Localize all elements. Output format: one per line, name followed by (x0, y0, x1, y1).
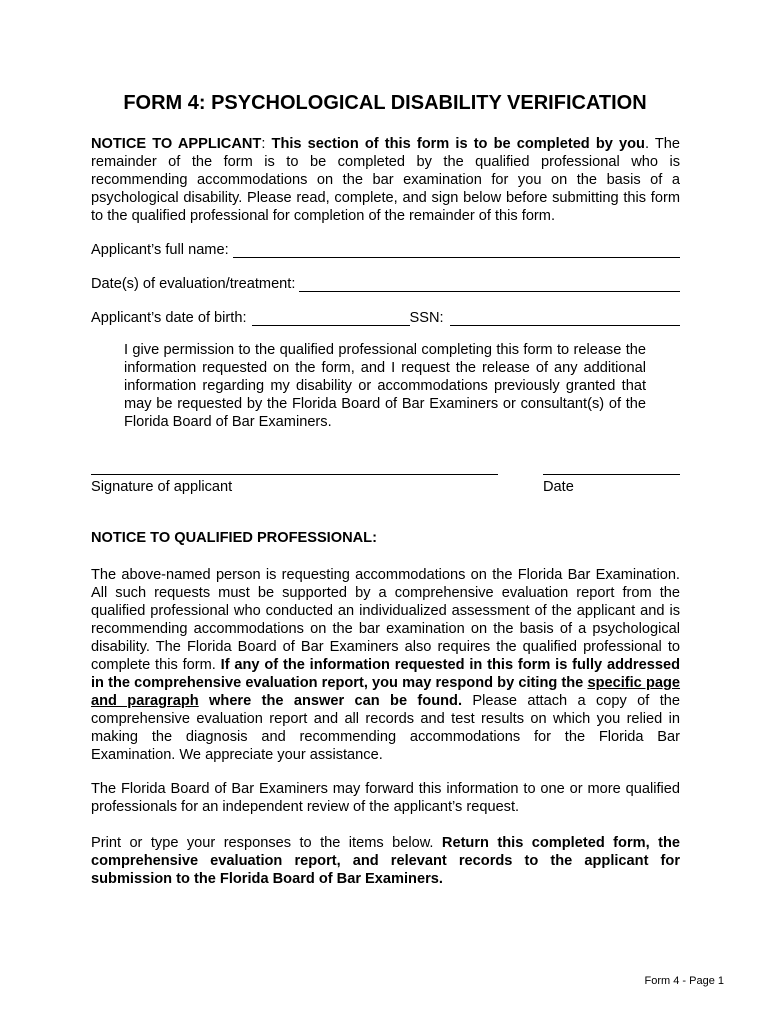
dob-label: Applicant’s date of birth: (91, 310, 247, 326)
professional-bold-1: If any of the information requested in this form is fully addressed in the comprehensive evaluation report, you may respond by citing the (91, 657, 680, 691)
notice-applicant-text: . The remainder of the form is to be completed by the qualified professional who is recommending accommodations on the bar examination for you on the basis of a psychological disability. Please read, complete, and sign below before submitting this form to the qualified professional for completion of the remainder of this form. (91, 136, 681, 224)
ssn-label: SSN: (409, 310, 444, 326)
instructions-bold: Return this completed form, the comprehensive evaluation report, and relevant records to the applicant for submission to the Florida Board of Bar Examiners. (91, 835, 680, 887)
applicant-signature-field[interactable] (91, 474, 498, 475)
professional-bold-2: where the answer can be found. (198, 693, 463, 709)
professional-text-1: The above-named person is requesting accommodations on the Florida Bar Examination. All such requests must be supported by a comprehensive evaluation report from the qualified professional who conducted an individualized assessment of the applicant and is recommending accommodations on the bar examination on the basis of a psychological disability. The Florida Board of Bar Examiners also requires the qualified professional to complete this form. (91, 567, 680, 673)
permission-statement: I give permission to the qualified professional completing this form to release the information requested on the form, and I request the release of any additional information regarding my disability or accommodations previously granted that may be requested by the Florida Board of Bar Examiners or consultant(s) of the Florida Board of Bar Examiners. (124, 342, 646, 430)
instructions-paragraph (91, 834, 680, 888)
signature-label: Signature of applicant (91, 479, 233, 495)
notice-applicant-label: NOTICE TO APPLICANT (91, 136, 262, 152)
dob-ssn-row (91, 306, 680, 326)
full-name-field[interactable] (233, 243, 680, 258)
notice-applicant-bold: This section of this form is to be completed by you (271, 136, 645, 152)
forward-paragraph: The Florida Board of Bar Examiners may forward this information to one or more qualified professionals for an independent review of the applicant’s request. (91, 781, 680, 815)
professional-text-2: Please attach a copy of the comprehensive evaluation report and all records and test results on which you relied in making the diagnosis and recommending accommodations for the Florida Bar Examination. We appreciate your assistance. (91, 693, 680, 763)
evaluation-dates-row (91, 272, 680, 292)
evaluation-dates-label: Date(s) of evaluation/treatment: (91, 276, 296, 292)
ssn-field[interactable] (450, 311, 680, 326)
dob-field[interactable] (252, 311, 410, 326)
signature-date-field[interactable] (543, 474, 680, 475)
full-name-label: Applicant’s full name: (91, 242, 229, 258)
instructions-text: Print or type your responses to the items below. (91, 835, 442, 851)
page-footer: Form 4 - Page 1 (644, 975, 724, 987)
notice-to-applicant (91, 135, 680, 225)
date-label: Date (543, 479, 574, 495)
notice-applicant-colon: : (261, 136, 272, 152)
evaluation-dates-field[interactable] (299, 277, 680, 292)
notice-professional-heading: NOTICE TO QUALIFIED PROFESSIONAL: (91, 530, 377, 546)
full-name-row (91, 238, 680, 258)
professional-bold-underline: specific page and paragraph (91, 675, 681, 709)
notice-professional-paragraph (91, 566, 680, 764)
page-title: FORM 4: PSYCHOLOGICAL DISABILITY VERIFICATION (123, 92, 647, 114)
